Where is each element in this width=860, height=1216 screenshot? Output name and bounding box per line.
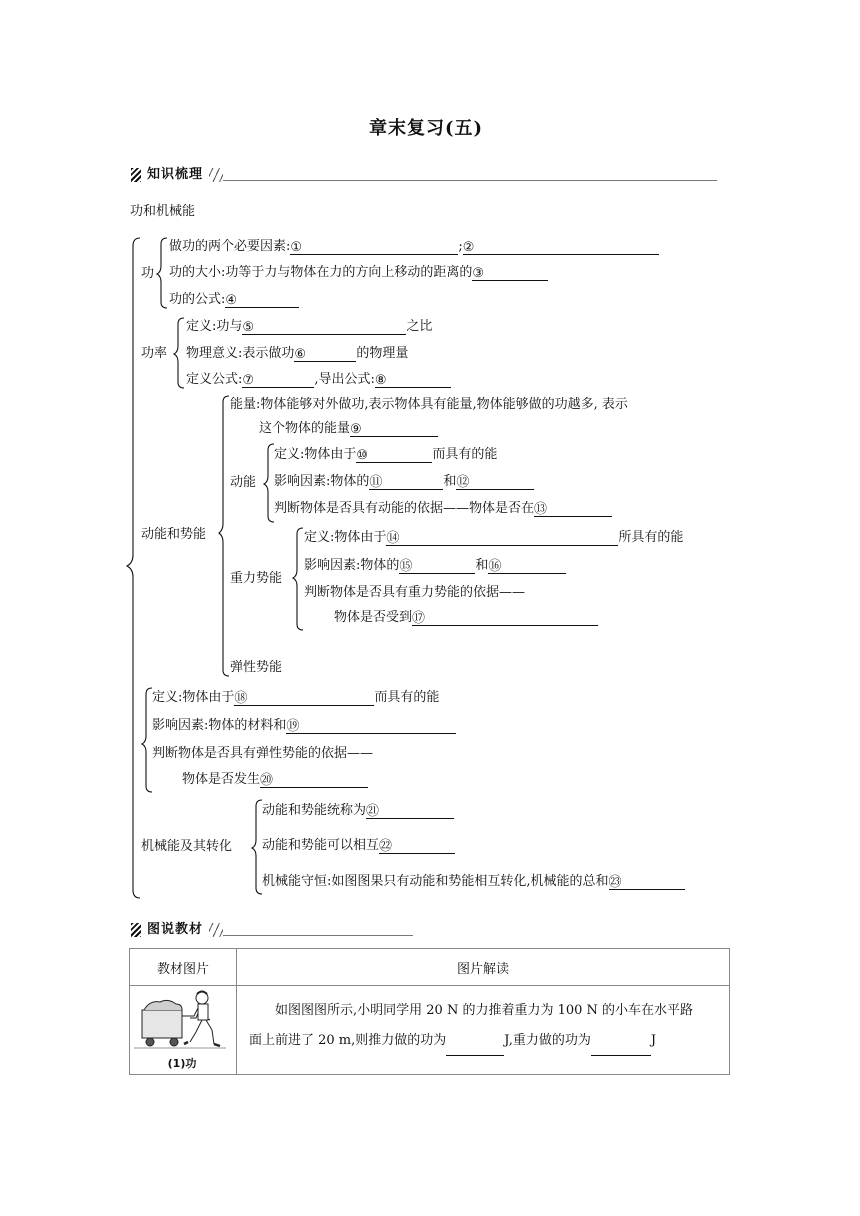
kinetic-criterion bbox=[274, 501, 612, 517]
blank-number: ⑳ bbox=[260, 773, 274, 788]
blank-number: ⑤ bbox=[242, 320, 255, 335]
blank-number: ㉑ bbox=[366, 804, 380, 819]
blank-6[interactable] bbox=[294, 347, 356, 362]
elastic-factors bbox=[152, 718, 456, 734]
power-label: 功率 bbox=[141, 346, 168, 361]
blank-number: ⑭ bbox=[386, 531, 400, 546]
blank-16[interactable] bbox=[488, 559, 566, 574]
blank-22[interactable] bbox=[379, 839, 455, 854]
gravity-def-text: 定义:物体由于 bbox=[304, 530, 387, 545]
page-title: 章末复习(五) bbox=[369, 118, 484, 139]
textbook-table bbox=[129, 948, 730, 1075]
mech-label: 机械能及其转化 bbox=[141, 839, 233, 854]
answer-blank-gravity-work[interactable] bbox=[591, 1041, 651, 1056]
blank-15[interactable] bbox=[399, 559, 475, 574]
gravity-def-tail: 所具有的能 bbox=[618, 530, 684, 545]
table-row bbox=[130, 986, 730, 1075]
image-caption: (1)功 bbox=[167, 1057, 197, 1070]
mech-line1 bbox=[262, 803, 454, 819]
power-line-meaning bbox=[186, 346, 408, 362]
work-size-text: 功的大小:功等于力与物体在力的方向上移动的距离的 bbox=[169, 265, 473, 280]
gravity-criterion-text: 物体是否受到 bbox=[334, 610, 413, 625]
work-formula-text: 功的公式: bbox=[169, 292, 226, 307]
blank-number: ⑯ bbox=[488, 559, 502, 574]
blank-number: ⑪ bbox=[369, 475, 383, 490]
elastic-criterion: 判断物体是否具有弹性势能的依据—— bbox=[152, 746, 374, 761]
elastic-factors-text: 影响因素:物体的材料和 bbox=[152, 718, 287, 733]
blank-8[interactable] bbox=[375, 373, 451, 388]
mech-line2 bbox=[262, 838, 455, 854]
kinetic-def-text: 定义:物体由于 bbox=[274, 447, 357, 462]
kinetic-def-tail: 而具有的能 bbox=[432, 447, 498, 462]
blank-7[interactable] bbox=[242, 373, 314, 388]
topic-heading: 功和机械能 bbox=[130, 204, 196, 219]
blank-number: ② bbox=[462, 240, 475, 255]
blank-number: ⑩ bbox=[356, 448, 369, 463]
boy-pushing-cart-illustration bbox=[130, 986, 234, 1058]
blank-10[interactable] bbox=[356, 448, 432, 463]
blank-number: ㉓ bbox=[608, 875, 622, 890]
blank-number: ⑦ bbox=[242, 373, 255, 388]
elastic-label: 弹性势能 bbox=[230, 660, 283, 675]
blank-number: ⑲ bbox=[286, 719, 300, 734]
table-header-row bbox=[130, 949, 730, 986]
blank-number: ④ bbox=[225, 293, 238, 308]
stripe-icon bbox=[131, 923, 141, 937]
and-text: 和 bbox=[475, 558, 489, 573]
blank-number: ⑧ bbox=[374, 373, 387, 388]
gravity-label: 重力势能 bbox=[230, 571, 283, 586]
gravity-factors-text: 影响因素:物体的 bbox=[304, 558, 400, 573]
elastic-criterion-2 bbox=[182, 772, 368, 788]
elastic-def-text: 定义:物体由于 bbox=[152, 690, 235, 705]
blank-1[interactable] bbox=[290, 240, 458, 255]
power-line-definition bbox=[186, 319, 432, 335]
mech-l1-text: 动能和势能统称为 bbox=[262, 803, 367, 818]
blank-number: ⑫ bbox=[456, 475, 470, 490]
blank-5[interactable] bbox=[242, 320, 406, 335]
elastic-criterion-text: 物体是否发生 bbox=[182, 772, 261, 787]
power-meaning-text: 物理意义:表示做功 bbox=[186, 346, 295, 361]
description-line2 bbox=[249, 1026, 719, 1056]
table-header-cell: 教材图片 bbox=[130, 949, 237, 986]
section-label: 知识梳理 bbox=[147, 167, 204, 182]
answer-blank-work[interactable] bbox=[446, 1041, 504, 1056]
and-text: 和 bbox=[443, 474, 457, 489]
power-def-text: 定义:功与 bbox=[186, 319, 243, 334]
elastic-def-tail: 而具有的能 bbox=[374, 690, 440, 705]
work-line-formula bbox=[169, 292, 299, 308]
power-formula-text: 定义公式: bbox=[186, 372, 243, 387]
power-formula-mid: ,导出公式: bbox=[314, 372, 375, 387]
blank-14[interactable] bbox=[386, 531, 618, 546]
blank-19[interactable] bbox=[286, 719, 456, 734]
blank-20[interactable] bbox=[260, 773, 368, 788]
gravity-criterion: 判断物体是否具有重力势能的依据—— bbox=[304, 585, 526, 600]
blank-23[interactable] bbox=[609, 875, 685, 890]
separator: ; bbox=[458, 239, 463, 254]
blank-12[interactable] bbox=[456, 475, 534, 490]
blank-number: ⑥ bbox=[294, 347, 307, 362]
description-line1 bbox=[249, 996, 719, 1026]
work-factors-text: 做功的两个必要因素: bbox=[169, 239, 291, 254]
section-rule bbox=[223, 935, 413, 936]
blank-11[interactable] bbox=[369, 475, 443, 490]
table-description-cell bbox=[237, 986, 730, 1075]
blank-number: ③ bbox=[472, 266, 485, 281]
mech-l3-text: 机械能守恒:如图图果只有动能和势能相互转化,机械能的总和 bbox=[262, 874, 609, 889]
blank-number: ⑱ bbox=[234, 691, 248, 706]
work-line-size bbox=[169, 265, 548, 281]
kinetic-label: 动能 bbox=[230, 475, 257, 490]
blank-4[interactable] bbox=[225, 293, 299, 308]
table-header-cell: 图片解读 bbox=[237, 949, 730, 986]
kp-label: 动能和势能 bbox=[141, 527, 207, 542]
gravity-criterion-2 bbox=[334, 610, 598, 626]
description-text: 如图图图所示,小明同学用 20 N 的力推着重力为 100 N 的小车在水平路 bbox=[275, 1003, 694, 1018]
blank-number: ⑬ bbox=[534, 502, 548, 517]
blank-number: ⑨ bbox=[350, 422, 362, 437]
gravity-factors bbox=[304, 558, 566, 574]
power-def-tail: 之比 bbox=[406, 319, 433, 334]
power-meaning-tail: 的物理量 bbox=[356, 346, 409, 361]
blank-21[interactable] bbox=[366, 804, 454, 819]
work-label: 功 bbox=[141, 266, 155, 281]
power-line-formula bbox=[186, 372, 451, 388]
kinetic-factors-text: 影响因素:物体的 bbox=[274, 474, 370, 489]
mech-line3 bbox=[262, 874, 685, 890]
elastic-definition bbox=[152, 690, 439, 706]
blank-17[interactable] bbox=[412, 611, 598, 626]
gravity-definition bbox=[304, 530, 683, 546]
slash-decoration-icon bbox=[209, 923, 223, 937]
blank-number: ① bbox=[290, 240, 303, 255]
kinetic-factors bbox=[274, 474, 534, 490]
blank-9[interactable] bbox=[350, 422, 438, 437]
description-unit: J bbox=[650, 1033, 657, 1048]
mech-l2-text: 动能和势能可以相互 bbox=[262, 838, 380, 853]
blank-number: ⑰ bbox=[412, 611, 426, 626]
section-label: 图说教材 bbox=[147, 922, 204, 937]
section-header-textbook bbox=[131, 918, 413, 937]
table-image-cell bbox=[130, 986, 237, 1075]
blank-2[interactable] bbox=[463, 240, 659, 255]
kinetic-definition bbox=[274, 447, 497, 463]
energy-line1: 能量:物体能够对外做功,表示物体具有能量,物体能够做的功越多, 表示 bbox=[230, 397, 628, 412]
description-text: J,重力做的功为 bbox=[504, 1033, 591, 1048]
blank-number: ㉒ bbox=[379, 839, 393, 854]
energy-line2 bbox=[259, 421, 438, 437]
description-text: 面上前进了 20 m,则推力做的功为 bbox=[249, 1033, 447, 1048]
blank-number: ⑮ bbox=[399, 559, 413, 574]
energy-text: 这个物体的能量 bbox=[259, 421, 351, 436]
kinetic-criterion-text: 判断物体是否具有动能的依据——物体是否在 bbox=[274, 501, 535, 516]
work-line-factors bbox=[169, 239, 659, 255]
blank-13[interactable] bbox=[534, 502, 612, 517]
blank-3[interactable] bbox=[472, 266, 548, 281]
blank-18[interactable] bbox=[234, 691, 374, 706]
